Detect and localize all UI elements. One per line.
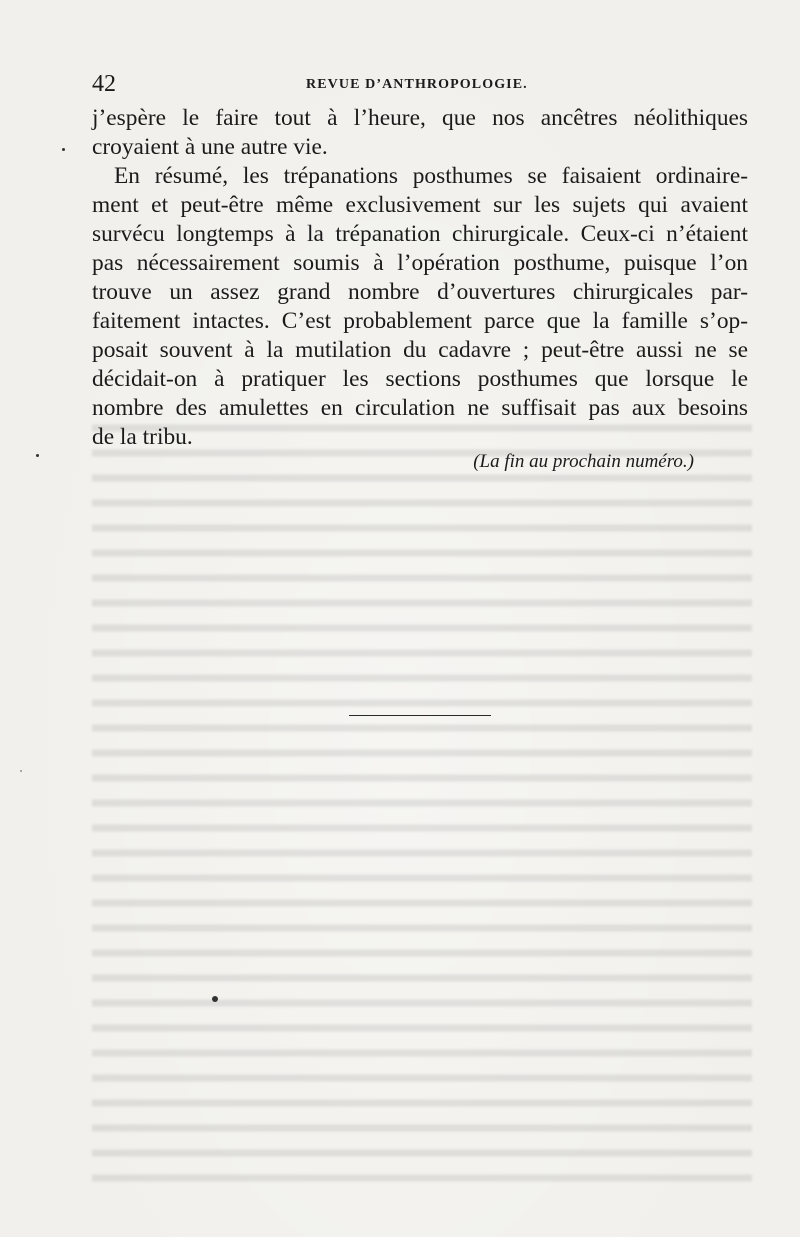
page-number: 42 (92, 71, 116, 97)
text-line: trouve un assez grand nombre d’ouvertures chirurgicales par- (92, 279, 748, 305)
continuation-note: (La fin au prochain numéro.) (473, 451, 694, 472)
ink-speck (212, 996, 218, 1002)
text-line: survécu longtemps à la trépanation chirurgicale. Ceux-ci n’étaient (92, 221, 748, 247)
running-title: REVUE D’ANTHROPOLOGIE. (306, 77, 528, 92)
text-line: ment et peut-être même exclusivement sur les sujets qui avaient (92, 192, 748, 218)
ink-speck (20, 770, 22, 772)
text-line: En résumé, les trépanations posthumes se faisaient ordinaire- (114, 163, 748, 189)
text-line: nombre des amulettes en circulation ne suffisait pas aux besoins (92, 395, 748, 421)
ink-speck (36, 454, 39, 457)
text-line: faitement intactes. C’est probablement parce que la famille s’op- (92, 308, 748, 334)
text-line: décidait-on à pratiquer les sections posthumes que lorsque le (92, 366, 748, 392)
section-divider (349, 715, 491, 716)
body-text (92, 104, 748, 452)
text-line: posait souvent à la mutilation du cadavre ; peut-être aussi ne se (92, 337, 748, 363)
page-header (92, 72, 748, 98)
show-through-texture (92, 414, 752, 1194)
text-line: pas nécessairement soumis à l’opération posthume, puisque l’on (92, 250, 748, 276)
text-line: j’espère le faire tout à l’heure, que nos ancêtres néolithiques (92, 105, 748, 131)
ink-speck (62, 148, 65, 151)
text-line: croyaient à une autre vie. (92, 134, 328, 160)
text-line: de la tribu. (92, 424, 193, 450)
